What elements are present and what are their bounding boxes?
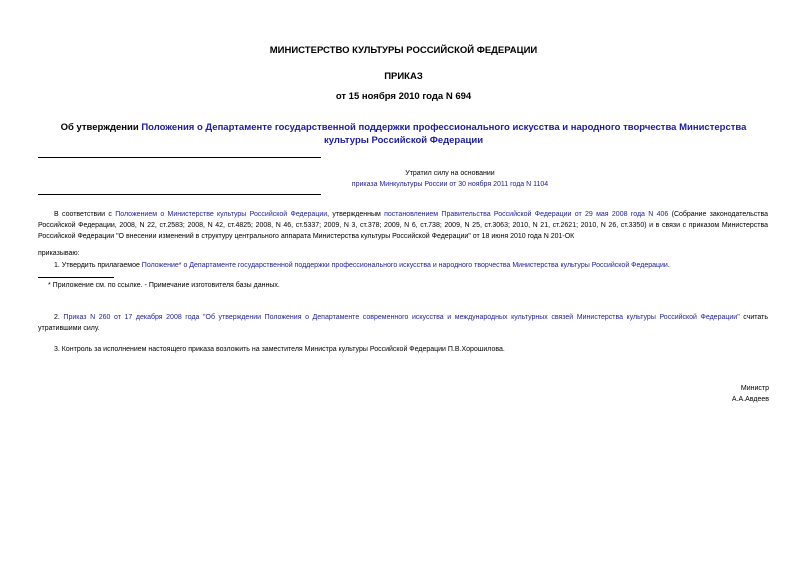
position-link[interactable]: Положение* о Департаменте государственной поддержки профессионального искусства и народного творчества Министерства культуры Российской Федерации bbox=[141, 262, 668, 269]
title-prefix: Об утверждении bbox=[60, 122, 142, 133]
preamble-text-1: В соответствии с bbox=[54, 211, 116, 218]
preamble-paragraph bbox=[38, 209, 768, 242]
lost-force-link[interactable]: приказа Минкультуры России от 30 ноября 2011 года N 1104 bbox=[351, 181, 549, 188]
item-3: 3. Контроль за исполнением настоящего приказа возложить на заместителя Министра культуры Российской Федерации П.В.Хорошилова. bbox=[54, 346, 505, 353]
doc-type-heading: ПРИКАЗ bbox=[384, 71, 423, 82]
ministry-heading: МИНИСТЕРСТВО КУЛЬТУРЫ РОССИЙСКОЙ ФЕДЕРАЦИИ bbox=[269, 45, 538, 56]
government-decree-link[interactable]: постановлением Правительства Российской Федерации от 29 мая 2008 года N 406 bbox=[384, 211, 669, 218]
item-1 bbox=[38, 260, 768, 271]
lost-force-line: Утратил силу на основании bbox=[405, 170, 495, 177]
item-2-end: считать утратившими силу. bbox=[38, 314, 768, 332]
item-2 bbox=[38, 312, 768, 334]
divider-top bbox=[38, 157, 321, 158]
item-1-text: 1. Утвердить прилагаемое bbox=[54, 262, 142, 269]
item-2-text: 2. bbox=[54, 314, 64, 321]
lost-force-note bbox=[200, 168, 700, 190]
document-title bbox=[40, 121, 767, 147]
divider-bottom bbox=[38, 194, 321, 195]
date-number-heading: от 15 ноября 2010 года N 694 bbox=[335, 91, 472, 102]
regulation-link[interactable]: Положением о Министерстве культуры Российской Федерации bbox=[115, 211, 328, 218]
order-260-link[interactable]: Приказ N 260 от 17 декабря 2008 года "Об утверждении Положения о Департаменте современного искусства и международных культурных связей Министерства культуры Российской Федерации" bbox=[63, 314, 740, 321]
preamble-text-2: , утвержденным bbox=[327, 211, 385, 218]
preamble-text-3: (Собрание законодательства Российской Федерации, 2008, N 22, ст.2583; 2008, N 42, ст.4825; 2008, N 46, ст.5337; 2009, N 3, ст.378; 2009, N 6, ст.738; 2009, N 25, ст.3063; 2010, N 21, ст.2621; 2010, N 26, ст.3350) и в связи с приказом Министерства Российской Федерации "О внесении изменений в структуру центрального аппарата Министерства культуры Российской Федерации" от 18 июня 2010 года N 201-ОК bbox=[38, 211, 768, 240]
footnote: * Приложение см. по ссылке. - Примечание изготовителя базы данных. bbox=[48, 282, 280, 289]
signature-position: Министр bbox=[740, 385, 769, 392]
signature-name: А.А.Авдеев bbox=[731, 396, 769, 403]
title-link[interactable]: Положения о Департаменте государственной поддержки профессионального искусства и народного творчества Министерства культуры Российской Федерации bbox=[141, 122, 747, 146]
footnote-divider bbox=[38, 277, 114, 278]
item-1-end: . bbox=[667, 262, 670, 269]
order-word: приказываю: bbox=[38, 250, 80, 257]
